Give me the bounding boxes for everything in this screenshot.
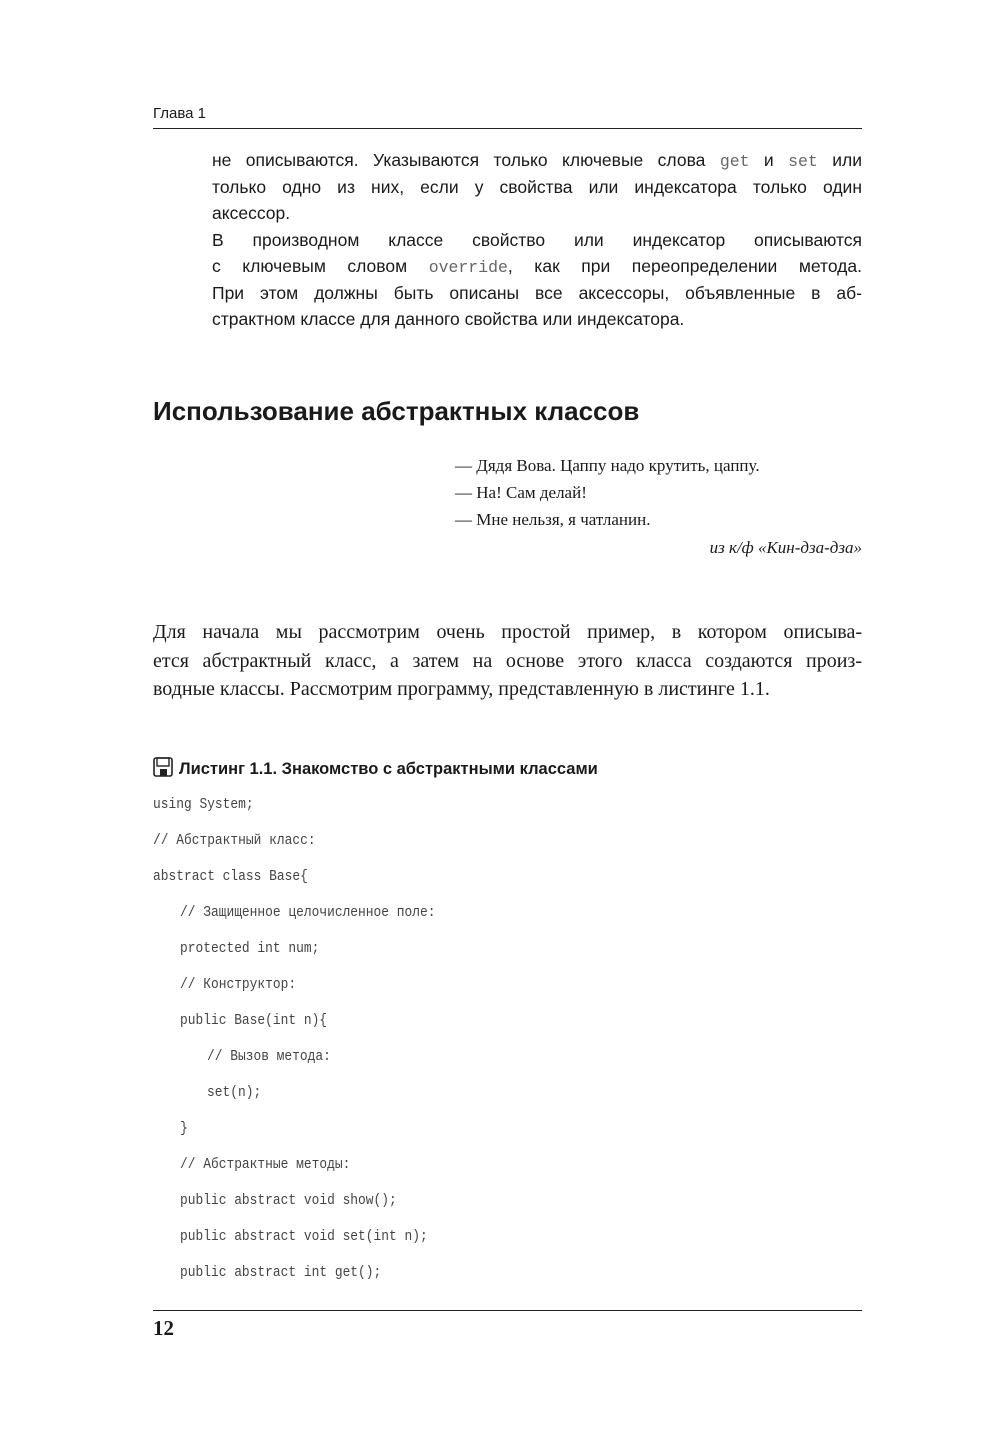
listing-title: Листинг 1.1. Знакомство с абстрактными классами (179, 760, 598, 778)
body-line: Для начала мы рассмотрим очень простой пример, в котором описыва- (153, 621, 862, 643)
floppy-disk-icon (153, 757, 173, 777)
header-rule (153, 128, 862, 129)
epigraph-line: — Дядя Вова. Цаппу надо крутить, цаппу. (455, 456, 760, 475)
code-line: // Абстрактные методы: (180, 1156, 351, 1173)
note-line: аксессор. (212, 203, 291, 223)
footer-rule (153, 1310, 862, 1311)
body-paragraph (153, 618, 862, 704)
code-line: abstract class Base{ (153, 868, 308, 885)
code-line: set(n); (207, 1084, 262, 1101)
section-title: Использование абстрактных классов (153, 396, 640, 426)
body-line: ется абстрактный класс, а затем на основе этого класса создаются произ- (153, 649, 862, 672)
code-line: // Конструктор: (180, 976, 297, 993)
note-block (212, 147, 862, 333)
code-line: protected int num; (180, 940, 320, 957)
code-line: public Base(int n){ (180, 1012, 328, 1029)
note-line: При этом должны быть описаны все аксессоры, объявленные в аб- (212, 282, 862, 303)
body-line: водные классы. Рассмотрим программу, представленную в листинге 1.1. (153, 678, 770, 700)
running-header: Глава 1 (153, 105, 207, 122)
epigraph-line: — Мне нельзя, я чатланин. (455, 510, 651, 529)
note-line: не описываются. Указываются только ключевые слова get и set или (212, 150, 863, 171)
code-line: public abstract int get(); (180, 1264, 382, 1281)
note-line: В производном классе свойство или индексатор описываются (212, 229, 862, 250)
epigraph-source: из к/ф «Кин-дза-дза» (709, 538, 862, 557)
code-line: using System; (153, 796, 254, 813)
code-line: public abstract void show(); (180, 1192, 397, 1209)
code-line: } (180, 1120, 188, 1137)
note-line: с ключевым словом override, как при переопределении метода. (212, 256, 862, 277)
page-number: 12 (153, 1316, 174, 1340)
note-line: только одно из них, если у свойства или индексатора только один (212, 176, 862, 197)
code-line: public abstract void set(int n); (180, 1228, 428, 1245)
note-line: страктном классе для данного свойства или индексатора. (212, 309, 685, 329)
code-line: // Абстрактный класс: (153, 832, 316, 849)
epigraph-line: — На! Сам делай! (455, 483, 587, 502)
code-line: // Защищенное целочисленное поле: (180, 904, 436, 921)
code-line: // Вызов метода: (207, 1048, 331, 1065)
